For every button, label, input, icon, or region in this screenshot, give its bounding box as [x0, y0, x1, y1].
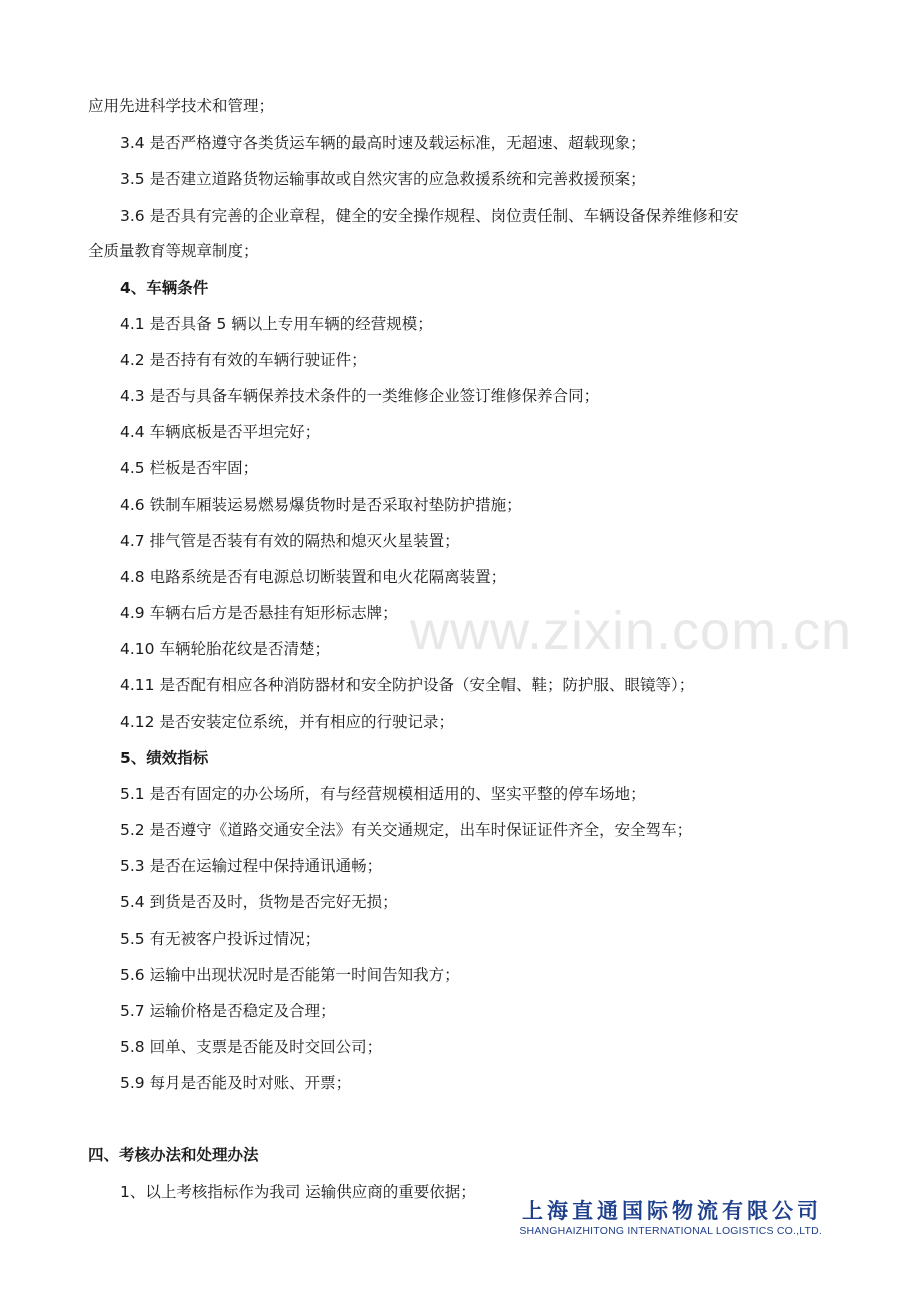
company-logo — [512, 1198, 822, 1238]
text-line: 1、以上考核指标作为我司 运输供应商的重要依据； — [120, 1183, 476, 1201]
text-line: 4.10 车辆轮胎花纹是否清楚； — [120, 640, 330, 658]
watermark: www.zixin.com.cn — [410, 601, 853, 661]
text-line: 3.5 是否建立道路货物运输事故或自然灾害的应急救援系统和完善救援预案； — [120, 170, 646, 188]
text-line: 5.1 是否有固定的办公场所，有与经营规模相适用的、坚实平整的停车场地； — [120, 785, 646, 803]
text-line: 4.4 车辆底板是否平坦完好； — [120, 423, 321, 441]
text-line: 4.6 铁制车厢装运易燃易爆货物时是否采取衬垫防护措施； — [120, 496, 522, 514]
text-line: 应用先进科学技术和管理； — [88, 97, 275, 115]
text-line: 5.4 到货是否及时，货物是否完好无损； — [120, 893, 398, 911]
text-line: 4.12 是否安装定位系统，并有相应的行驶记录； — [120, 713, 454, 731]
chapter-heading: 四、考核办法和处理办法 — [88, 1146, 259, 1164]
text-line: 5.6 运输中出现状况时是否能第一时间告知我方； — [120, 966, 460, 984]
text-line: 5.5 有无被客户投诉过情况； — [120, 930, 321, 948]
text-line: 4.5 栏板是否牢固； — [120, 459, 259, 477]
text-line: 4.2 是否持有有效的车辆行驶证件； — [120, 351, 367, 369]
text-line: 4.9 车辆右后方是否悬挂有矩形标志牌； — [120, 604, 398, 622]
text-line: 全质量教育等规章制度； — [88, 242, 259, 260]
company-name-cn: 上海直通国际物流有限公司 — [522, 1198, 822, 1223]
section-heading: 4、车辆条件 — [120, 279, 209, 297]
text-line: 5.7 运输价格是否稳定及合理； — [120, 1002, 336, 1020]
company-name-en: SHANGHAIZHITONG INTERNATIONAL LOGISTICS CO.,LTD. — [519, 1225, 822, 1237]
text-line: 5.9 每月是否能及时对账、开票； — [120, 1074, 352, 1092]
text-line: 4.8 电路系统是否有电源总切断装置和电火花隔离装置； — [120, 568, 507, 586]
section-heading: 5、绩效指标 — [120, 749, 209, 767]
text-line: 5.3 是否在运输过程中保持通讯通畅； — [120, 857, 383, 875]
text-line: 5.8 回单、支票是否能及时交回公司； — [120, 1038, 383, 1056]
text-line: 5.2 是否遵守《道路交通安全法》有关交通规定，出车时保证证件齐全，安全驾车； — [120, 821, 693, 839]
text-line: 4.3 是否与具备车辆保养技术条件的一类维修企业签订维修保养合同； — [120, 387, 600, 405]
text-line: 4.7 排气管是否装有有效的隔热和熄灭火星装置； — [120, 532, 460, 550]
text-line: 3.4 是否严格遵守各类货运车辆的最高时速及载运标准，无超速、超载现象； — [120, 134, 646, 152]
text-line: 4.1 是否具备 5 辆以上专用车辆的经营规模； — [120, 315, 433, 333]
text-line: 3.6 是否具有完善的企业章程，健全的安全操作规程、岗位责任制、车辆设备保养维修和安 — [120, 207, 739, 225]
text-line: 4.11 是否配有相应各种消防器材和安全防护设备（安全帽、鞋；防护服、眼镜等）； — [120, 676, 695, 694]
